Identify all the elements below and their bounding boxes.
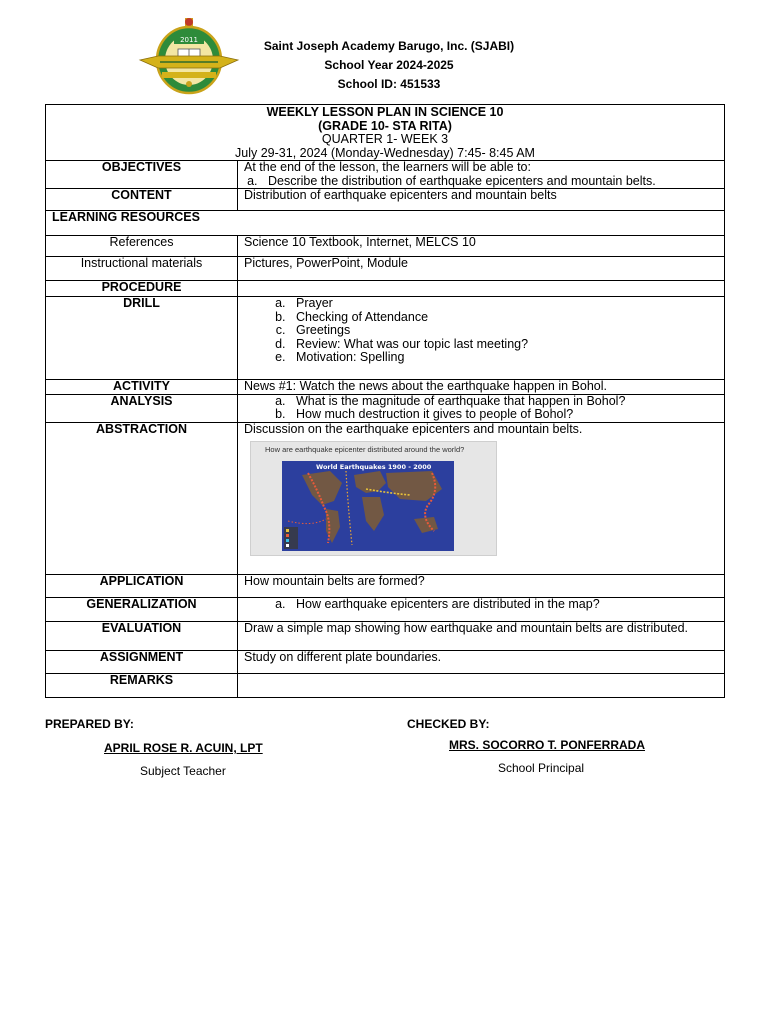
generalization-list	[244, 598, 718, 612]
drill-row	[46, 297, 725, 380]
analysis-label: ANALYSIS	[46, 394, 238, 422]
learning-resources-row	[46, 211, 725, 236]
list-item: e. Motivation: Spelling	[289, 351, 718, 365]
assignment-label: ASSIGNMENT	[46, 650, 238, 673]
application-label: APPLICATION	[46, 574, 238, 597]
evaluation-text: Draw a simple map showing how earthquake and mountain belts are distributed.	[238, 621, 725, 650]
list-item: a. How earthquake epicenters are distributed in the map?	[289, 598, 718, 612]
abstraction-cell	[238, 422, 725, 574]
references-text: Science 10 Textbook, Internet, MELCS 10	[238, 236, 725, 257]
title-line-4: July 29-31, 2024 (Monday-Wednesday) 7:45- 8:45 AM	[235, 145, 535, 160]
map-question: How are earthquake epicenter distributed around the world?	[265, 445, 465, 454]
remarks-label: REMARKS	[46, 673, 238, 697]
application-text: How mountain belts are formed?	[238, 574, 725, 597]
prepared-by-role: Subject Teacher	[140, 764, 226, 778]
objectives-intro: At the end of the lesson, the learners will be able to:	[244, 160, 531, 174]
title-line-3: QUARTER 1- WEEK 3	[321, 132, 449, 146]
learning-resources-label: LEARNING RESOURCES	[46, 211, 725, 236]
references-label: References	[46, 236, 238, 257]
generalization-row	[46, 597, 725, 621]
list-item: a. What is the magnitude of earthquake that happen in Bohol?	[289, 395, 718, 409]
list-item: c. Greetings	[289, 324, 718, 338]
drill-label: DRILL	[46, 297, 238, 380]
earthquake-map-slide	[250, 441, 497, 556]
assignment-text: Study on different plate boundaries.	[238, 650, 725, 673]
content-row	[46, 189, 725, 211]
checked-by-role: School Principal	[498, 761, 585, 775]
lesson-plan-table	[45, 104, 725, 698]
school-info	[254, 37, 524, 94]
assignment-row	[46, 650, 725, 673]
logo-year: 2011	[180, 36, 198, 44]
content-label: CONTENT	[46, 189, 238, 211]
school-logo-icon	[138, 16, 240, 96]
drill-list	[244, 297, 718, 365]
materials-row	[46, 257, 725, 281]
generalization-label: GENERALIZATION	[46, 597, 238, 621]
school-year: School Year 2024-2025	[324, 58, 454, 72]
map-title: World Earthquakes 1900 - 2000	[316, 463, 432, 471]
lesson-title	[46, 105, 725, 161]
analysis-cell	[238, 394, 725, 422]
world-earthquake-map-image	[282, 461, 454, 551]
title-line-1: WEEKLY LESSON PLAN IN SCIENCE 10	[266, 105, 504, 119]
school-id: School ID: 451533	[337, 77, 441, 91]
abstraction-text: Discussion on the earthquake epicenters and mountain belts.	[244, 421, 583, 436]
analysis-row	[46, 394, 725, 422]
activity-text: News #1: Watch the news about the earthquake happen in Bohol.	[238, 380, 725, 395]
procedure-row	[46, 281, 725, 297]
abstraction-row	[46, 422, 725, 574]
objectives-cell	[238, 161, 725, 189]
checked-by-name: MRS. SOCORRO T. PONFERRADA	[449, 738, 646, 752]
abstraction-label: ABSTRACTION	[46, 422, 238, 574]
activity-label: ACTIVITY	[46, 380, 238, 395]
procedure-label: PROCEDURE	[46, 281, 238, 297]
generalization-cell	[238, 597, 725, 621]
references-row	[46, 236, 725, 257]
list-item: b. How much destruction it gives to people of Bohol?	[289, 408, 718, 422]
list-item: a. Describe the distribution of earthquake epicenters and mountain belts.	[261, 175, 718, 189]
evaluation-label: EVALUATION	[46, 621, 238, 650]
objectives-list	[244, 175, 718, 189]
list-item: d. Review: What was our topic last meeting?	[289, 338, 718, 352]
list-item: b. Checking of Attendance	[289, 311, 718, 325]
materials-label: Instructional materials	[46, 257, 238, 281]
objectives-row	[46, 161, 725, 189]
application-row	[46, 574, 725, 597]
drill-cell	[238, 297, 725, 380]
remarks-row	[46, 673, 725, 697]
analysis-list	[244, 395, 718, 422]
school-name: Saint Joseph Academy Barugo, Inc. (SJABI)	[263, 39, 515, 53]
checked-by-label: CHECKED BY:	[407, 717, 490, 731]
content-text: Distribution of earthquake epicenters and mountain belts	[238, 189, 725, 211]
title-row	[46, 105, 725, 161]
prepared-by-name: APRIL ROSE R. ACUIN, LPT	[104, 741, 263, 755]
title-line-2: (GRADE 10- STA RITA)	[318, 118, 452, 133]
prepared-by-label: PREPARED BY:	[45, 717, 134, 731]
objectives-label: OBJECTIVES	[46, 161, 238, 189]
document-header	[0, 0, 768, 100]
activity-row	[46, 380, 725, 395]
materials-text: Pictures, PowerPoint, Module	[238, 257, 725, 281]
list-item: a. Prayer	[289, 297, 718, 311]
evaluation-row	[46, 621, 725, 650]
remarks-cell	[238, 673, 725, 697]
